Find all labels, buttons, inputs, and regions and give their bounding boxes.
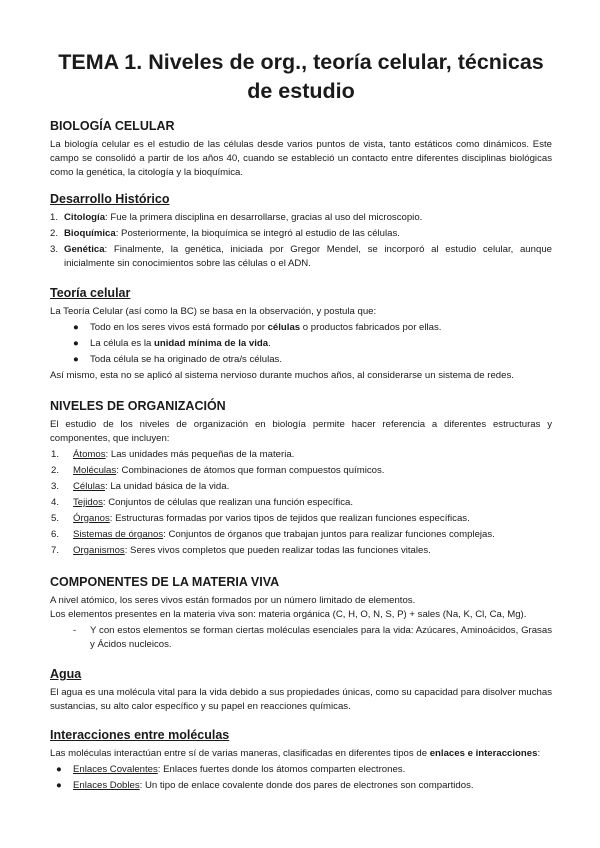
list-number: 1. xyxy=(51,449,60,460)
term: Enlaces Covalentes xyxy=(73,764,158,775)
paragraph-biologia-celular: La biología celular es el estudio de las células desde varios puntos de vista, tanto estáticos como dinámicos. Este campo se consolidó a partir de los años 40, cuando se estableció un contacto entre diferentes disciplinas biológicas como la genética, la citología y la bioquímica. xyxy=(50,139,552,178)
term: Átomos xyxy=(73,449,106,460)
componentes-line2: Los elementos presentes en la materia viva son: materia orgánica (C, H, O, N, S, P) + sales (Na, K, Cl, Ca, Mg). xyxy=(50,609,527,620)
list-number: 2. xyxy=(50,228,59,239)
item-text: : Combinaciones de átomos que forman compuestos químicos. xyxy=(116,465,385,476)
list-item xyxy=(50,211,552,225)
intro-text: Las moléculas interactúan entre sí de varias maneras, clasificadas en diferentes tipos de xyxy=(50,748,430,759)
document-title: TEMA 1. Niveles de org., teoría celular, técnicas de estudio xyxy=(58,50,544,103)
niveles-list xyxy=(50,448,552,558)
list-item xyxy=(50,480,552,494)
bullet-icon: ● xyxy=(56,780,62,791)
term: Células xyxy=(73,481,105,492)
term: Moléculas xyxy=(73,465,117,476)
teoria-list xyxy=(50,321,552,367)
term: Genética xyxy=(64,244,105,255)
section-componentes xyxy=(50,574,552,652)
item-text: : Estructuras formadas por varios tipos de tejidos que realizan funciones específicas. xyxy=(109,513,470,524)
bullet-icon: ● xyxy=(73,322,79,333)
niveles-intro: El estudio de los niveles de organización en biología permite hacer referencia a diferentes estructuras y componentes, que incluyen: xyxy=(50,419,552,444)
list-item xyxy=(50,779,552,793)
item-text: Y con estos elementos se forman ciertas moléculas esenciales para la vida: Azúcares, Aminoácidos, Grasas y Ácidos nucleicos. xyxy=(90,625,552,650)
section-biologia-celular xyxy=(50,118,552,180)
dash-bullet: - xyxy=(73,625,77,636)
heading-teoria-celular: Teoría celular xyxy=(50,286,131,300)
heading-biologia-celular: BIOLOGÍA CELULAR xyxy=(50,119,175,133)
term: Enlaces Dobles xyxy=(73,780,140,791)
section-agua xyxy=(50,666,552,714)
list-item xyxy=(50,353,552,367)
heading-niveles-organizacion: NIVELES DE ORGANIZACIÓN xyxy=(50,399,226,413)
paragraph-agua: El agua es una molécula vital para la vida debido a sus propiedades únicas, como su capacidad para disolver muchas sustancias, su alto calor específico y su papel en reacciones químicas. xyxy=(50,687,552,712)
item-bold: células xyxy=(267,322,301,333)
term: Organismos xyxy=(73,545,125,556)
heading-interacciones: Interacciones entre moléculas xyxy=(50,728,230,742)
item-text: : Seres vivos completos que pueden realizar todas las funciones vitales. xyxy=(124,545,431,556)
item-text: Todo en los seres vivos está formado por xyxy=(90,322,268,333)
term: Órganos xyxy=(73,513,110,524)
interacciones-list xyxy=(50,763,552,793)
list-item xyxy=(50,321,552,335)
item-text: : Fue la primera disciplina en desarrollarse, gracias al uso del microscopio. xyxy=(105,212,423,223)
term: Sistemas de órganos xyxy=(73,529,164,540)
item-text: Toda célula se ha originado de otra/s células. xyxy=(90,354,282,365)
item-text: : Un tipo de enlace covalente donde dos pares de electrones son compartidos. xyxy=(139,780,474,791)
heading-agua: Agua xyxy=(50,667,82,681)
list-item xyxy=(50,624,552,652)
item-text: . xyxy=(268,338,271,349)
item-text: : Finalmente, la genética, iniciada por Gregor Mendel, se incorporó al estudio celular, aunque inicialmente sin conocimientos sobre las células o el ADN. xyxy=(64,244,552,269)
list-item xyxy=(50,227,552,241)
item-text: : Posteriormente, la bioquímica se integró al estudio de las células. xyxy=(115,228,400,239)
teoria-outro: Así mismo, esta no se aplicó al sistema nervioso durante muchos años, al considerarse un sistema de redes. xyxy=(50,370,514,381)
bullet-icon: ● xyxy=(56,764,62,775)
list-item xyxy=(50,512,552,526)
item-text: La célula es la xyxy=(90,338,154,349)
term: Tejidos xyxy=(73,497,103,508)
list-number: 3. xyxy=(50,244,59,255)
bullet-icon: ● xyxy=(73,338,79,349)
item-text: o productos fabricados por ellas. xyxy=(300,322,442,333)
document-page xyxy=(50,48,552,804)
list-item xyxy=(50,528,552,542)
interacciones-intro xyxy=(50,747,552,761)
intro-text: : xyxy=(537,748,541,759)
list-item xyxy=(50,337,552,351)
list-number: 7. xyxy=(51,545,60,556)
list-number: 5. xyxy=(51,513,60,524)
section-desarrollo-historico xyxy=(50,191,552,271)
list-number: 6. xyxy=(51,529,60,540)
list-item xyxy=(50,544,552,558)
historico-list xyxy=(50,211,552,271)
section-interacciones xyxy=(50,727,552,793)
list-number: 4. xyxy=(51,497,60,508)
item-text: : Las unidades más pequeñas de la materia. xyxy=(105,449,295,460)
term: Citología xyxy=(64,212,106,223)
item-bold: unidad mínima de la vida xyxy=(154,338,269,349)
list-item xyxy=(50,448,552,462)
list-number: 1. xyxy=(50,212,59,223)
list-item xyxy=(50,464,552,478)
list-number: 2. xyxy=(51,465,60,476)
intro-bold: enlaces e interacciones xyxy=(429,748,538,759)
item-text: : Conjuntos de órganos que trabajan juntos para realizar funciones complejas. xyxy=(163,529,495,540)
term: Bioquímica xyxy=(64,228,116,239)
teoria-intro: La Teoría Celular (así como la BC) se basa en la observación, y postula que: xyxy=(50,306,377,317)
list-item xyxy=(50,763,552,777)
componentes-list xyxy=(50,624,552,652)
componentes-line1: A nivel atómico, los seres vivos están formados por un número limitado de elementos. xyxy=(50,595,416,606)
item-text: : Conjuntos de células que realizan una función específica. xyxy=(102,497,354,508)
item-text: : La unidad básica de la vida. xyxy=(105,481,230,492)
section-niveles-organizacion xyxy=(50,398,552,558)
list-number: 3. xyxy=(51,481,60,492)
bullet-icon: ● xyxy=(73,354,79,365)
item-text: : Enlaces fuertes donde los átomos comparten electrones. xyxy=(157,764,406,775)
heading-componentes: COMPONENTES DE LA MATERIA VIVA xyxy=(50,575,280,589)
list-item xyxy=(50,496,552,510)
list-item xyxy=(50,243,552,271)
section-teoria-celular xyxy=(50,285,552,383)
heading-desarrollo-historico: Desarrollo Histórico xyxy=(50,192,170,206)
